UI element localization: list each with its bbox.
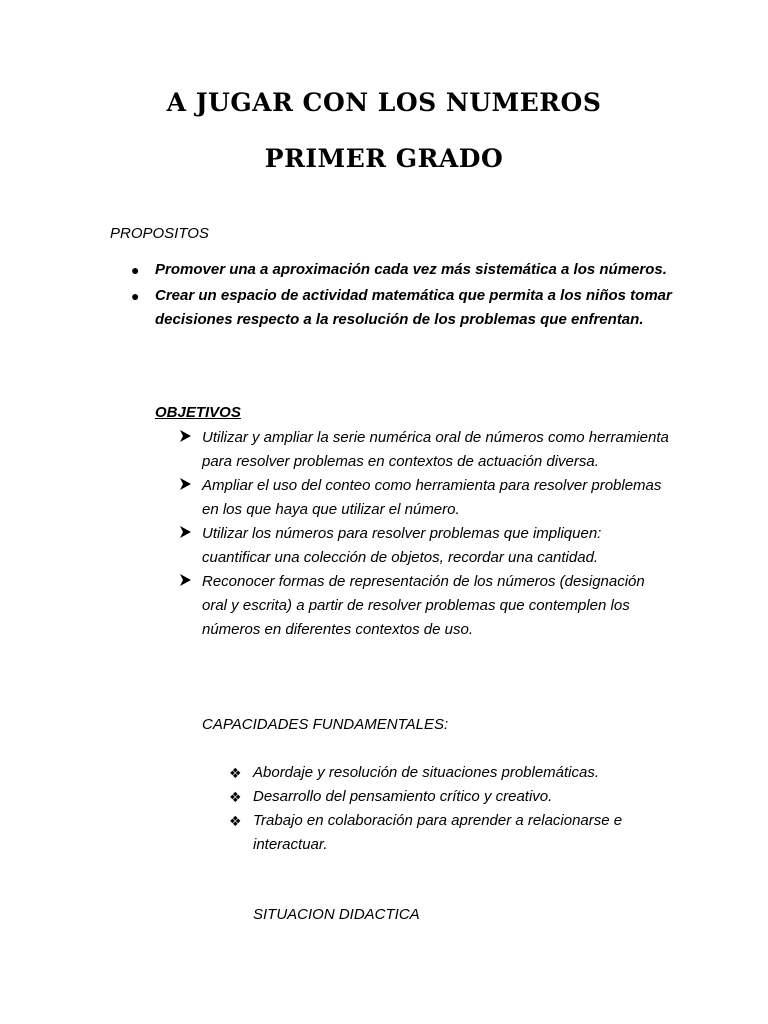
capacidades-heading: CAPACIDADES FUNDAMENTALES: — [202, 716, 449, 733]
list-item — [229, 761, 673, 785]
document-subtitle: PRIMER GRADO — [264, 144, 504, 173]
objetivo-text: Utilizar los números para resolver problemas que impliquen: cuantificar una colección de objetos, recordar una cantidad. — [202, 525, 602, 566]
list-item — [202, 474, 672, 522]
list-item — [202, 570, 672, 642]
list-item — [202, 522, 672, 570]
arrowhead-bullet-icon — [178, 570, 192, 594]
objetivo-text: Ampliar el uso del conteo como herramienta para resolver problemas en los que haya que utilizar el número. — [202, 477, 662, 518]
list-item — [131, 284, 675, 332]
situacion-heading: SITUACION DIDACTICA — [253, 906, 420, 923]
objetivos-heading: OBJETIVOS — [155, 404, 241, 421]
four-diamond-bullet-icon: ❖ — [229, 765, 242, 781]
objetivo-text: Reconocer formas de representación de los números (designación oral y escrita) a partir de resolver problemas que contemplen los números en diferentes contextos de uso. — [202, 573, 645, 638]
four-diamond-bullet-icon: ❖ — [229, 789, 242, 805]
capacidad-text: Trabajo en colaboración para aprender a relacionarse e interactuar. — [253, 812, 623, 853]
arrowhead-bullet-icon — [178, 474, 192, 498]
capacidad-text: Abordaje y resolución de situaciones problemáticas. — [253, 764, 600, 781]
proposito-text: Crear un espacio de actividad matemática que permita a los niños tomar decisiones respecto a la resolución de los problemas que enfrentan. — [155, 287, 672, 328]
list-item — [202, 426, 672, 474]
list-item — [229, 785, 673, 809]
bullet-dot-icon: ● — [131, 262, 140, 278]
document-title: A JUGAR CON LOS NUMEROS — [166, 88, 602, 117]
bullet-dot-icon: ● — [131, 288, 140, 304]
list-item — [131, 258, 675, 282]
arrowhead-bullet-icon — [178, 426, 192, 450]
capacidades-list — [229, 761, 673, 857]
propositos-list — [131, 258, 675, 332]
four-diamond-bullet-icon: ❖ — [229, 813, 242, 829]
propositos-heading: PROPOSITOS — [110, 225, 209, 242]
arrowhead-bullet-icon — [178, 522, 192, 546]
objetivo-text: Utilizar y ampliar la serie numérica oral de números como herramienta para resolver problemas en contextos de actuación diversa. — [202, 429, 669, 470]
list-item — [229, 809, 673, 857]
capacidad-text: Desarrollo del pensamiento crítico y creativo. — [253, 788, 553, 805]
objetivos-list — [202, 426, 672, 642]
proposito-text: Promover una a aproximación cada vez más sistemática a los números. — [155, 261, 667, 278]
